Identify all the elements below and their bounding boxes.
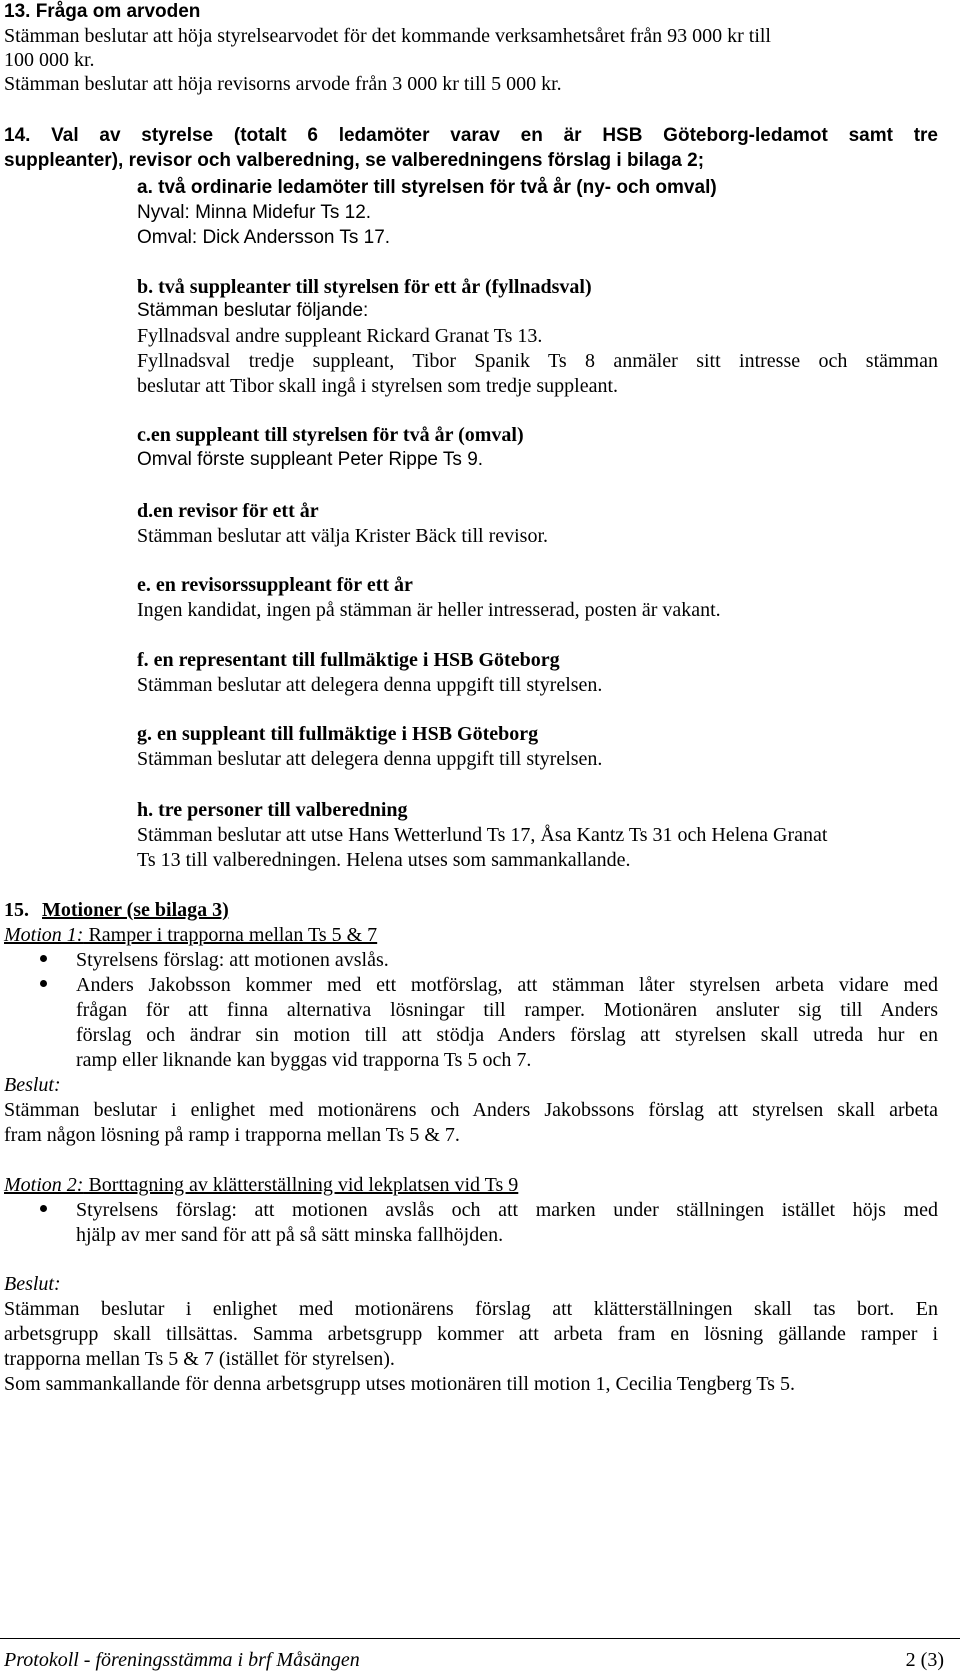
section-13-text-2: 100 000 kr.	[4, 49, 95, 71]
bullet-icon	[40, 1205, 47, 1212]
item-d-text-1: Stämman beslutar att välja Krister Bäck till revisor.	[137, 525, 549, 547]
motion-2-decision-line-1: Stämman beslutar i enlighet med motionärens förslag att klätterställningen skall tas bort. En	[4, 1298, 938, 1320]
motion-1-bullet-2-line-1: Anders Jakobsson kommer med ett motförslag, att stämman låter styrelsen arbeta vidare med	[76, 974, 938, 996]
motion-2-decision-line-4: Som sammankallande för denna arbetsgrupp utses motionären till motion 1, Cecilia Tengberg Ts 5.	[4, 1373, 795, 1395]
motion-2-decision-line-2: arbetsgrupp skall tillsättas. Samma arbetsgrupp kommer att arbeta fram en lösning gällande ramper i	[4, 1323, 938, 1345]
item-c-title: c.en suppleant till styrelsen för två år (omval)	[137, 424, 524, 446]
item-e-title: e. en revisorssuppleant för ett år	[137, 574, 413, 596]
section-15-heading	[4, 898, 229, 922]
item-c-text-1: Omval förste suppleant Peter Rippe Ts 9.	[137, 449, 484, 470]
footer-title: Protokoll - föreningsstämma i brf Måsängen	[4, 1649, 360, 1671]
item-d-title: d.en revisor för ett år	[137, 500, 319, 522]
motion-1-bullet-1: Styrelsens förslag: att motionen avslås.	[76, 949, 389, 971]
item-b-text-4: beslutar att Tibor skall ingå i styrelsen som tredje suppleant.	[137, 375, 619, 397]
item-b-text-2: Fyllnadsval andre suppleant Rickard Granat Ts 13.	[137, 325, 543, 347]
item-h-title: h. tre personer till valberedning	[137, 799, 408, 821]
item-b-text-1: Stämman beslutar följande:	[137, 300, 369, 321]
section-15-number: 15.	[4, 899, 29, 921]
motion-1-bullet-2-line-2: frågan för att finna alternativa lösningar till ramper. Motionären ansluter sig till Anders	[76, 999, 938, 1021]
footer-page-number: 2 (3)	[905, 1649, 944, 1671]
motion-2-decision-label: Beslut:	[4, 1273, 61, 1295]
footer-divider	[0, 1638, 960, 1639]
item-h-text-1: Stämman beslutar att utse Hans Wetterlund Ts 17, Åsa Kantz Ts 31 och Helena Granat	[137, 824, 828, 846]
motion-1-bullet-2-line-3: förslag och ändrar sin motion till att stödja Anders förslag att styrelsen skall utreda hur en	[76, 1024, 938, 1046]
bullet-icon	[40, 955, 47, 962]
motion-1-decision-line-1: Stämman beslutar i enlighet med motionärens och Anders Jakobssons förslag att styrelsen skall arbeta	[4, 1099, 938, 1121]
motion-1-label: Motion 1:	[4, 924, 84, 946]
motion-2-heading	[4, 1173, 518, 1197]
item-g-title: g. en suppleant till fullmäktige i HSB Göteborg	[137, 723, 539, 745]
motion-2-bullet-1-line-2: hjälp av mer sand för att på så sätt minska fallhöjden.	[76, 1224, 504, 1246]
item-b-text-3: Fyllnadsval tredje suppleant, Tibor Spanik Ts 8 anmäler sitt intresse och stämman	[137, 350, 938, 372]
motion-2-bullet-1-line-1: Styrelsens förslag: att motionen avslås och att marken under ställningen istället höjs med	[76, 1199, 938, 1221]
motion-2-label: Motion 2:	[4, 1174, 84, 1196]
item-b-title: b. två suppleanter till styrelsen för ett år (fyllnadsval)	[137, 276, 592, 298]
section-14-heading-2: suppleanter), revisor och valberedning, se valberedningens förslag i bilaga 2;	[4, 150, 705, 171]
section-14-heading-1: 14. Val av styrelse (totalt 6 ledamöter varav en är HSB Göteborg-ledamot samt tre	[4, 125, 938, 146]
section-15-title: Motioner (se bilaga 3)	[42, 899, 229, 921]
item-f-title: f. en representant till fullmäktige i HSB Göteborg	[137, 649, 560, 671]
motion-1-heading	[4, 923, 377, 947]
item-a-text-2: Omval: Dick Andersson Ts 17.	[137, 227, 391, 248]
item-h-text-2: Ts 13 till valberedningen. Helena utses som sammankallande.	[137, 849, 631, 871]
motion-1-bullet-2-line-4: ramp eller liknande kan byggas vid trapporna Ts 5 och 7.	[76, 1049, 532, 1071]
item-e-text-1: Ingen kandidat, ingen på stämman är heller intresserad, posten är vakant.	[137, 599, 721, 621]
section-13-text-3: Stämman beslutar att höja revisorns arvode från 3 000 kr till 5 000 kr.	[4, 73, 562, 95]
motion-1-title: Ramper i trapporna mellan Ts 5 & 7	[83, 924, 378, 946]
bullet-icon	[40, 980, 47, 987]
section-13-heading: 13. Fråga om arvoden	[4, 1, 201, 22]
item-f-text-1: Stämman beslutar att delegera denna uppgift till styrelsen.	[137, 674, 603, 696]
motion-1-decision-line-2: fram någon lösning på ramp i trapporna mellan Ts 5 & 7.	[4, 1124, 460, 1146]
motion-1-decision-label: Beslut:	[4, 1074, 61, 1096]
motion-2-decision-line-3: trapporna mellan Ts 5 & 7 (istället för styrelsen).	[4, 1348, 395, 1370]
motion-2-title: Borttagning av klätterställning vid lekplatsen vid Ts 9	[83, 1174, 519, 1196]
item-a-text-1: Nyval: Minna Midefur Ts 12.	[137, 202, 372, 223]
item-g-text-1: Stämman beslutar att delegera denna uppgift till styrelsen.	[137, 748, 603, 770]
section-13-text-1: Stämman beslutar att höja styrelsearvodet för det kommande verksamhetsåret från 93 000 kr till	[4, 25, 771, 47]
item-a-title: a. två ordinarie ledamöter till styrelsen för två år (ny- och omval)	[137, 177, 717, 198]
